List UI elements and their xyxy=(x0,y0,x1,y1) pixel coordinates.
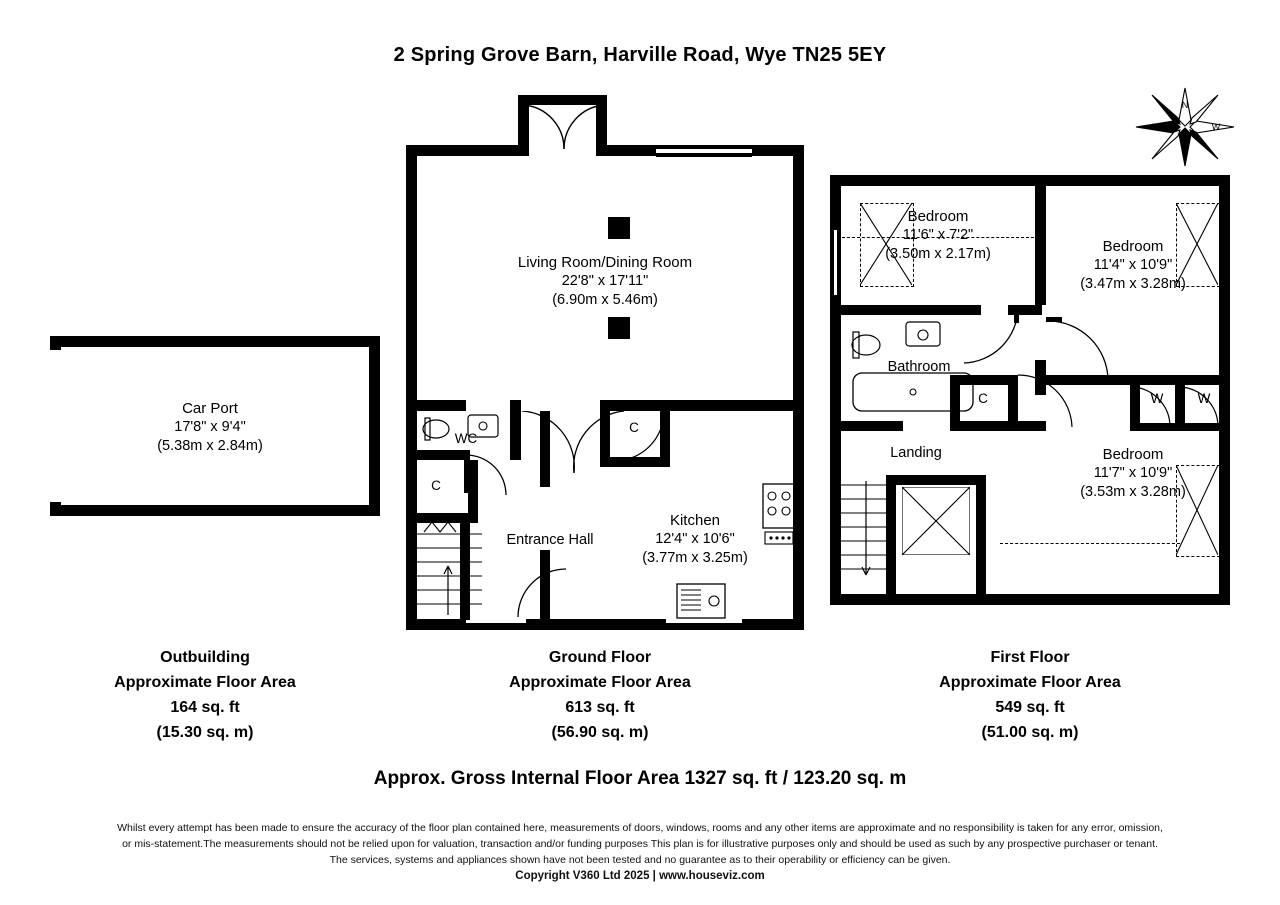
bedroom3-imperial: 11'7" x 10'9" xyxy=(1093,465,1173,481)
bedroom3-name: Bedroom xyxy=(1102,446,1164,463)
first-floor-caption xyxy=(870,645,1190,745)
living-dining-name: Living Room/Dining Room xyxy=(517,254,693,271)
bedroom1-dashed-line xyxy=(842,237,1034,238)
living-dining-metric: (6.90m x 5.46m) xyxy=(552,292,658,308)
bedroom1-metric: (3.50m x 2.17m) xyxy=(885,246,991,262)
ground-floor-name: Ground Floor xyxy=(548,649,652,666)
car-port-name: Car Port xyxy=(182,400,238,417)
bedroom3-dashed-line xyxy=(1000,543,1180,544)
kitchen-sink xyxy=(676,583,728,623)
front-door-arc xyxy=(520,103,608,159)
kitchen-imperial: 12'4" x 10'6" xyxy=(655,531,735,547)
room-label-wc: WC xyxy=(454,431,478,446)
room-label-living-dining xyxy=(440,253,770,310)
first-floor-name: First Floor xyxy=(990,649,1070,666)
room-label-wardrobe-left: W xyxy=(1150,391,1164,406)
disclaimer-line-3: The services, systems and appliances shown have not been tested and no guarantee as to their operability or efficiency can be given. xyxy=(329,854,951,866)
ground-floor-sqm: (56.90 sq. m) xyxy=(551,724,649,741)
room-label-entrance-hall: Entrance Hall xyxy=(506,532,594,548)
svg-text:S: S xyxy=(1150,122,1158,132)
bedroom3-metric: (3.53m x 3.28m) xyxy=(1080,484,1186,500)
bedroom1-bay-cross xyxy=(860,203,912,285)
outbuilding-name: Outbuilding xyxy=(160,649,250,666)
outbuilding-sqft: 164 sq. ft xyxy=(170,699,240,716)
car-port-metric: (5.38m x 2.84m) xyxy=(157,438,263,454)
outbuilding-sqm: (15.30 sq. m) xyxy=(156,724,254,741)
landing-hatch xyxy=(902,487,970,555)
page-title: 2 Spring Grove Barn, Harville Road, Wye TN25 5EY xyxy=(393,44,887,66)
disclaimer-line-2: or mis-statement.The measurements should not be relied upon for valuation, transaction and/or funding purposes This plan is for illustrative purposes only and should be used as such by any prospective purchaser or tenant. xyxy=(122,838,1158,850)
kitchen-hob-oven xyxy=(762,483,798,605)
outbuilding-plan xyxy=(50,330,390,530)
ground-floor-plan xyxy=(400,95,820,635)
first-floor-sqm: (51.00 sq. m) xyxy=(981,724,1079,741)
ground-floor-sqft: 613 sq. ft xyxy=(565,699,635,716)
room-label-landing: Landing xyxy=(890,445,942,461)
first-floor-area-line: Approximate Floor Area xyxy=(939,674,1121,691)
kitchen-metric: (3.77m x 3.25m) xyxy=(642,550,748,566)
pillar-upper xyxy=(608,217,630,239)
kitchen-name: Kitchen xyxy=(669,512,721,529)
svg-text:E: E xyxy=(1181,144,1189,154)
gross-internal-area: Approx. Gross Internal Floor Area 1327 sq. ft / 123.20 sq. m xyxy=(373,768,907,789)
bathroom-door-arc xyxy=(960,307,1022,369)
wardrobe-door-arcs xyxy=(1130,385,1222,429)
outbuilding-area-line: Approximate Floor Area xyxy=(114,674,296,691)
first-floor-sqft: 549 sq. ft xyxy=(995,699,1065,716)
room-label-bathroom: Bathroom xyxy=(887,359,951,375)
bedroom2-name: Bedroom xyxy=(1102,238,1164,255)
room-label-cupboard-landing: C xyxy=(978,391,988,406)
disclaimer-line-1: Whilst every attempt has been made to ensure the accuracy of the floor plan contained here, measurements of doors, windows, rooms and any other items are approximate and no responsibility is taken for any error, omission, xyxy=(117,822,1163,834)
outbuilding-caption xyxy=(50,645,360,745)
ground-floor-caption xyxy=(440,645,760,745)
kitchen-cupboard-door xyxy=(612,411,668,467)
ground-floor-area-line: Approximate Floor Area xyxy=(509,674,691,691)
bedroom2-metric: (3.47m x 3.28m) xyxy=(1080,276,1186,292)
bedroom1-name: Bedroom xyxy=(907,208,969,225)
room-label-wardrobe-right: W xyxy=(1197,391,1211,406)
room-label-cupboard-kitchen: C xyxy=(629,420,639,435)
compass-rose xyxy=(1130,82,1240,172)
svg-text:W: W xyxy=(1211,122,1221,132)
first-floor-plan xyxy=(830,175,1230,615)
room-label-car-port xyxy=(50,399,370,456)
car-port-imperial: 17'8" x 9'4" xyxy=(174,419,246,435)
living-dining-imperial: 22'8" x 17'11" xyxy=(561,273,649,289)
bedroom2-imperial: 11'4" x 10'9" xyxy=(1093,257,1173,273)
pillar-lower xyxy=(608,317,630,339)
bedroom3-bay-cross xyxy=(1176,465,1218,555)
bedroom1-imperial: 11'6" x 7'2" xyxy=(902,227,974,243)
bedroom2-door-arc xyxy=(1046,317,1112,383)
copyright-line: Copyright V360 Ltd 2025 | www.houseviz.com xyxy=(515,870,765,882)
room-label-cupboard-hall: C xyxy=(431,478,441,493)
svg-text:N: N xyxy=(1181,100,1189,110)
bedroom2-bay-cross xyxy=(1176,203,1218,285)
disclaimer xyxy=(0,820,1280,884)
